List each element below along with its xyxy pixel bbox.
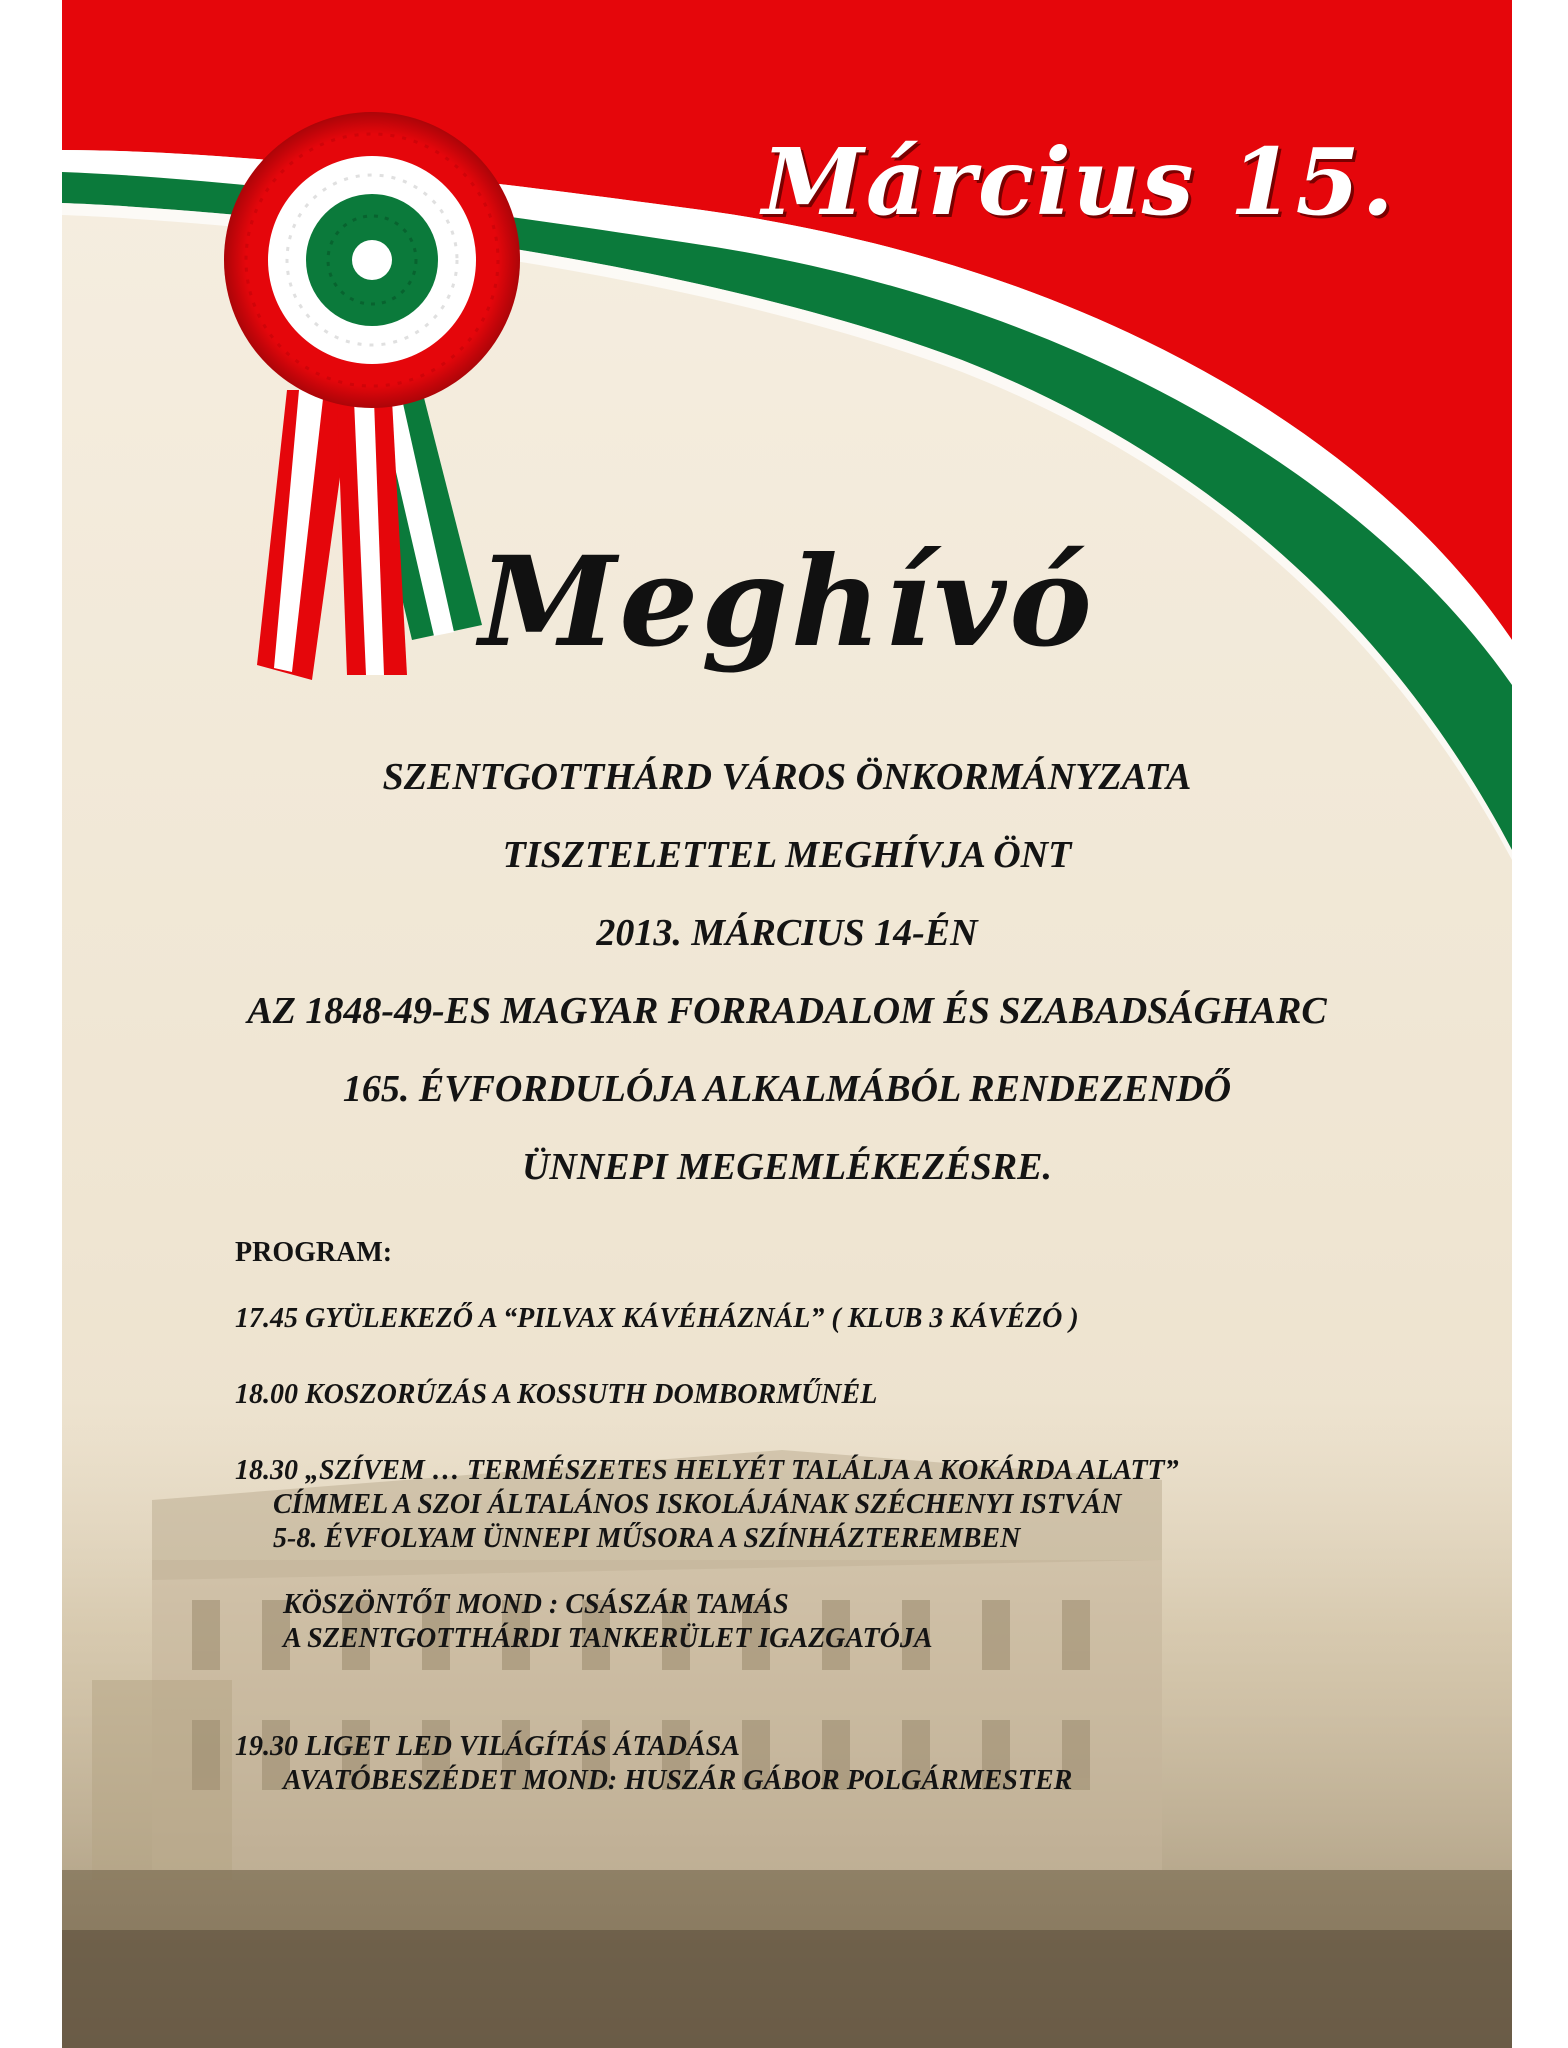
program-heading: PROGRAM: [235, 1237, 393, 1268]
invitation-title: Meghívó [479, 530, 1095, 675]
intro-line: 165. ÉVFORDULÓJA ALKALMÁBÓL RENDEZENDŐ [342, 1068, 1232, 1110]
intro-line: TISZTELETTEL MEGHÍVJA ÖNT [502, 834, 1072, 876]
program-item: CÍMMEL A SZOI ÁLTALÁNOS ISKOLÁJÁNAK SZÉCHENYI ISTVÁN [273, 1489, 1122, 1520]
program-item: 18.30 „SZÍVEM … TERMÉSZETES HELYÉT TALÁLJA A KOKÁRDA ALATT” [235, 1455, 1179, 1486]
intro-line: 2013. MÁRCIUS 14-ÉN [596, 912, 978, 954]
program-item: A SZENTGOTTHÁRDI TANKERÜLET IGAZGATÓJA [283, 1623, 933, 1654]
program-item: AVATÓBESZÉDET MOND: HUSZÁR GÁBOR POLGÁRMESTER [283, 1765, 1073, 1796]
program-item: KÖSZÖNTŐT MOND : CSÁSZÁR TAMÁS [283, 1589, 789, 1620]
program-item: 18.00 KOSZORÚZÁS A KOSSUTH DOMBORMŰNÉL [235, 1379, 878, 1410]
program-item: 5-8. ÉVFOLYAM ÜNNEPI MŰSORA A SZÍNHÁZTEREMBEN [273, 1523, 1021, 1554]
intro-line: SZENTGOTTHÁRD VÁROS ÖNKORMÁNYZATA [382, 756, 1192, 798]
intro-line: AZ 1848-49-ES MAGYAR FORRADALOM ÉS SZABADSÁGHARC [247, 990, 1327, 1032]
program-item: 19.30 LIGET LED VILÁGÍTÁS ÁTADÁSA [235, 1731, 740, 1762]
invitation-text [62, 738, 1512, 1206]
invitation-poster [62, 0, 1512, 2048]
program-item: 17.45 GYÜLEKEZŐ A “PILVAX KÁVÉHÁZNÁL” ( KLUB 3 KÁVÉZÓ ) [235, 1303, 1079, 1334]
date-title: Március 15. [762, 128, 1396, 236]
intro-line: ÜNNEPI MEGEMLÉKEZÉSRE. [521, 1146, 1052, 1188]
